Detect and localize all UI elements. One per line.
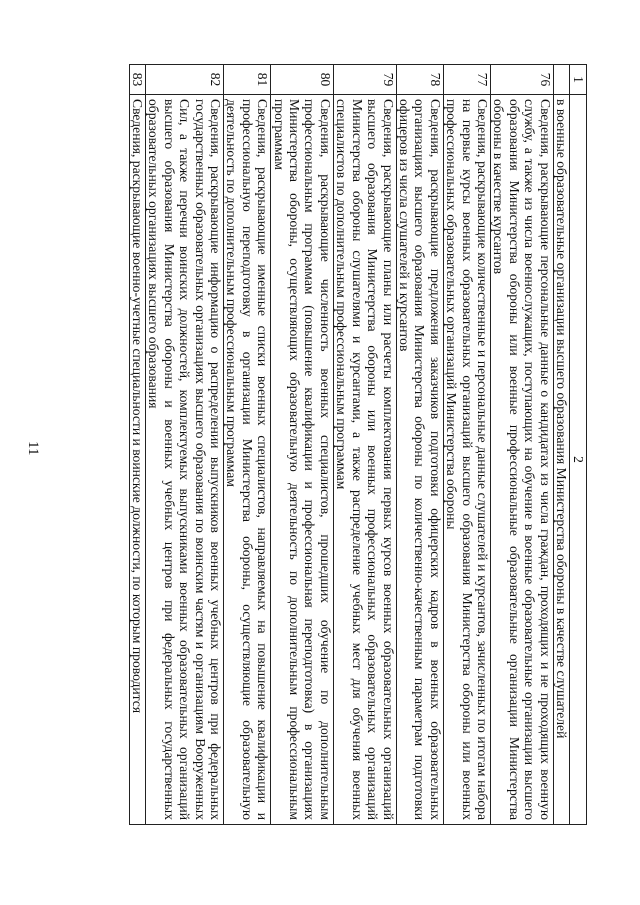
row-number: 83 [129, 65, 145, 95]
page-number: 11 [25, 441, 41, 456]
row-number: 77 [443, 65, 490, 95]
row-text: Сведения, раскрывающие планы или расчеты комплектования первых курсов военных образовательных организаций высшего образования Министерства обороны или военных профессиональных образовательных организаций Министерства обороны слушателями и курсантами, а также распределение учебных мест для обучения военных специалистов по дополнительным профессиональным программам [333, 95, 396, 825]
row-text: Сведения, раскрывающие информацию о распределении выпускников военных учебных центров при федеральных государственных образовательных организациях высшего образования по воинским частям и организациям Вооруженных Сил, а также перечни воинских должностей, комплектуемых выпускниками военных образовательных организаций высшего образования Министерства обороны и военных учебных центров при федеральных государственных образовательных организациях высшего образования [146, 95, 224, 825]
table-row [146, 65, 224, 825]
row-number: 82 [146, 65, 224, 95]
table-row [224, 65, 271, 825]
row-number: 79 [333, 65, 396, 95]
table-row [129, 65, 145, 825]
continuation-text: в военные образовательные организации высшего образования Министерства обороны в качестве слушателей [553, 95, 569, 825]
table-row [553, 65, 569, 825]
row-text: Сведения, раскрывающие предложения заказчиков подготовки офицерских кадров в военных образовательных организациях высшего образования Министерства обороны по количественно-качественным параметрам подготовки офицеров из числа слушателей и курсантов [396, 95, 443, 825]
table-row [443, 65, 490, 825]
row-number: 76 [490, 65, 553, 95]
table-header-row [570, 65, 587, 825]
row-number: 81 [224, 65, 271, 95]
row-number: 80 [271, 65, 334, 95]
table-row [333, 65, 396, 825]
document-table [129, 64, 587, 825]
row-text: Сведения, раскрывающие персональные данные о кандидатах из числа граждан, проходящих и не проходящих военную службу, а также из числа военнослужащих, поступающих на обучение в военные образовательные организации высшего образования Министерства обороны или военные профессиональные образовательные организации Министерства обороны в качестве курсантов [490, 95, 553, 825]
table-header-cell: 1 [570, 65, 587, 95]
row-text: Сведения, раскрывающие количественные и персональные данные слушателей и курсантов, зачисленных по итогам набора на первые курсы военных образовательных организаций высшего образования Министерства обороны или военных профессиональных образовательных организаций Министерства обороны [443, 95, 490, 825]
row-text: Сведения, раскрывающие численность военных специалистов, прошедших обучение по дополнительным профессиональным программам (повышение квалификации и профессиональная переподготовка) в организациях Министерства обороны, осуществляющих образовательную деятельность по дополнительным профессиональным программам [271, 95, 334, 825]
table-row [490, 65, 553, 825]
table-row [396, 65, 443, 825]
row-number: 78 [396, 65, 443, 95]
row-text: Сведения, раскрывающие именные списки военных специалистов, направляемых на повышение квалификации и профессиональную переподготовку в организации Министерства обороны, осуществляющие образовательную деятельность по дополнительным профессиональным программам [224, 95, 271, 825]
row-text: Сведения, раскрывающие военно-учетные специальности и воинские должности, по которым проводится [129, 95, 145, 825]
row-number [553, 65, 569, 95]
table-header-cell: 2 [570, 95, 587, 825]
table-row [271, 65, 334, 825]
